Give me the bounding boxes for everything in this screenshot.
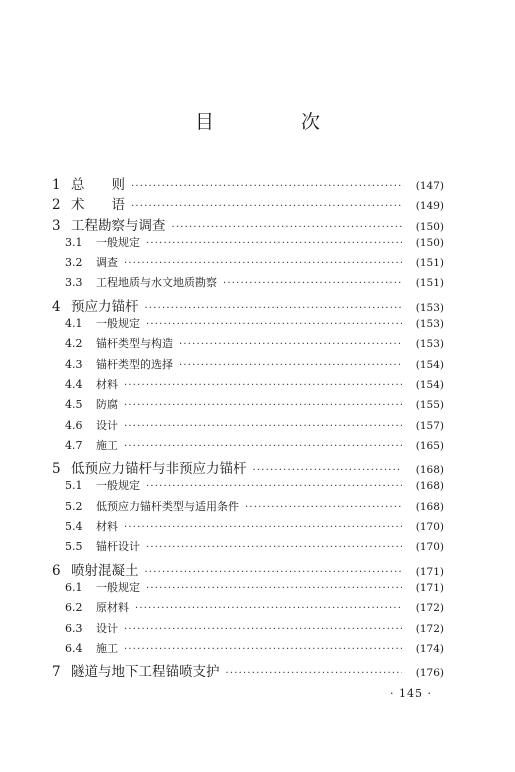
toc-entry-title: 锚杆设计 (96, 540, 140, 554)
toc-section-entry[interactable] (52, 315, 444, 335)
toc-entry-title: 喷射混凝土 (71, 562, 139, 579)
toc-entry-number: 3.1 (65, 235, 83, 249)
toc-entry-number: 1 (52, 177, 61, 193)
toc-entry-number: 3.3 (65, 276, 83, 290)
toc-entry-title: 低预应力锚杆类型与适用条件 (96, 499, 239, 513)
table-of-contents (52, 173, 444, 680)
toc-entry-number: 4.7 (65, 438, 83, 452)
toc-entry-title: 设计 (96, 621, 118, 635)
toc-section-entry[interactable] (52, 376, 444, 396)
toc-entry-number: 5.4 (65, 520, 83, 534)
toc-entry-title: 工程地质与水文地质勘察 (96, 276, 217, 290)
toc-entry-number: 6.4 (65, 641, 83, 655)
toc-entry-page: (151) (415, 277, 444, 290)
toc-entry-title: 一般规定 (96, 317, 140, 331)
toc-section-entry[interactable] (52, 234, 444, 254)
toc-entry-page: (174) (415, 642, 444, 655)
toc-entry-title: 低预应力锚杆与非预应力锚杆 (71, 461, 247, 478)
page-title: 目 次 (194, 111, 354, 133)
toc-entry-number: 4 (52, 298, 61, 315)
toc-leader-dots (124, 421, 402, 432)
toc-leader-dots (124, 441, 402, 452)
toc-section-entry[interactable] (52, 396, 444, 416)
toc-leader-dots (223, 278, 402, 289)
toc-entry-page: (171) (415, 581, 444, 594)
toc-entry-page: (153) (415, 338, 444, 351)
toc-section-entry[interactable] (52, 640, 444, 660)
toc-entry-number: 4.1 (65, 317, 83, 331)
toc-section-entry[interactable] (52, 620, 444, 640)
toc-section-entry[interactable] (52, 518, 444, 538)
toc-entry-number: 5.1 (65, 479, 83, 493)
toc-entry-number: 6.1 (65, 580, 83, 594)
toc-leader-dots (146, 583, 402, 594)
toc-entry-title: 原材料 (96, 601, 129, 615)
toc-chapter-entry[interactable] (52, 457, 444, 477)
toc-entry-number: 4.2 (65, 337, 83, 351)
toc-section-entry[interactable] (52, 579, 444, 599)
toc-leader-dots (146, 238, 402, 249)
toc-chapter-entry[interactable] (52, 214, 444, 234)
toc-leader-dots (124, 644, 402, 655)
toc-entry-page: (149) (415, 200, 444, 213)
toc-entry-number: 3.2 (65, 256, 83, 270)
toc-entry-title: 隧道与地下工程锚喷支护 (71, 664, 220, 681)
toc-entry-number: 4.5 (65, 398, 83, 412)
toc-leader-dots (245, 502, 402, 513)
toc-section-entry[interactable] (52, 437, 444, 457)
toc-leader-dots (124, 380, 402, 391)
toc-entry-title: 锚杆类型的选择 (96, 357, 173, 371)
toc-entry-title: 施工 (96, 641, 118, 655)
toc-entry-number: 5 (52, 461, 61, 478)
toc-leader-dots (145, 567, 403, 578)
toc-entry-number: 2 (52, 197, 61, 214)
toc-section-entry[interactable] (52, 417, 444, 437)
toc-entry-title: 工程勘察与调查 (71, 217, 166, 234)
toc-entry-title: 预应力锚杆 (71, 298, 139, 315)
toc-entry-title: 术 语 (71, 197, 125, 214)
toc-entry-page: (168) (415, 464, 444, 477)
toc-leader-dots (179, 339, 402, 350)
toc-entry-page: (154) (415, 358, 444, 371)
toc-leader-dots (179, 360, 402, 371)
toc-entry-title: 施工 (96, 438, 118, 452)
toc-entry-title: 防腐 (96, 398, 118, 412)
toc-entry-number: 6.2 (65, 601, 83, 615)
toc-chapter-entry[interactable] (52, 173, 444, 193)
toc-entry-page: (172) (415, 622, 444, 635)
toc-entry-number: 3 (52, 217, 61, 234)
toc-entry-page: (176) (415, 667, 444, 680)
toc-leader-dots (146, 319, 402, 330)
toc-entry-number: 4.6 (65, 418, 83, 432)
toc-section-entry[interactable] (52, 538, 444, 558)
toc-chapter-entry[interactable] (52, 660, 444, 680)
toc-section-entry[interactable] (52, 335, 444, 355)
toc-leader-dots (146, 481, 402, 492)
toc-section-entry[interactable] (52, 274, 444, 294)
toc-leader-dots (172, 222, 403, 233)
toc-leader-dots (253, 465, 403, 476)
toc-leader-dots (124, 400, 402, 411)
toc-leader-dots (131, 201, 402, 212)
toc-entry-number: 5.2 (65, 499, 83, 513)
toc-chapter-entry[interactable] (52, 295, 444, 315)
toc-entry-number: 7 (52, 664, 61, 681)
toc-entry-page: (170) (415, 521, 444, 534)
toc-entry-page: (147) (415, 180, 444, 192)
toc-leader-dots (146, 542, 402, 553)
toc-entry-number: 6 (52, 562, 61, 579)
toc-section-entry[interactable] (52, 599, 444, 619)
toc-entry-title: 一般规定 (96, 580, 140, 594)
toc-entry-page: (154) (415, 378, 444, 391)
toc-entry-title: 设计 (96, 418, 118, 432)
toc-entry-page: (170) (415, 541, 444, 554)
toc-entry-title: 材料 (96, 377, 118, 391)
toc-entry-page: (157) (415, 419, 444, 432)
toc-entry-page: (168) (415, 480, 444, 493)
toc-section-entry[interactable] (52, 356, 444, 376)
toc-entry-page: (155) (415, 399, 444, 412)
toc-entry-title: 调查 (96, 256, 118, 270)
toc-entry-page: (153) (415, 318, 444, 331)
toc-leader-dots (124, 624, 402, 635)
toc-entry-title: 锚杆类型与构造 (96, 337, 173, 351)
toc-entry-title: 材料 (96, 520, 118, 534)
toc-chapter-entry[interactable] (52, 193, 444, 213)
toc-entry-page: (151) (415, 257, 444, 270)
toc-entry-page: (150) (415, 220, 444, 233)
toc-entry-page: (165) (415, 439, 444, 452)
toc-entry-page: (150) (415, 236, 444, 249)
toc-entry-page: (171) (415, 565, 444, 578)
toc-leader-dots (135, 603, 402, 614)
toc-entry-number: 5.5 (65, 540, 83, 554)
toc-leader-dots (145, 303, 403, 314)
toc-section-entry[interactable] (52, 477, 444, 497)
toc-entry-number: 4.3 (65, 357, 83, 371)
toc-chapter-entry[interactable] (52, 559, 444, 579)
toc-entry-number: 4.4 (65, 377, 83, 391)
toc-entry-title: 总 则 (71, 177, 125, 193)
page-number: · 145 · (390, 687, 432, 700)
toc-section-entry[interactable] (52, 498, 444, 518)
toc-entry-page: (168) (415, 500, 444, 513)
toc-entry-number: 6.3 (65, 621, 83, 635)
toc-leader-dots (226, 668, 403, 679)
toc-entry-page: (153) (415, 301, 444, 314)
toc-entry-page: (172) (415, 602, 444, 615)
toc-entry-title: 一般规定 (96, 479, 140, 493)
toc-leader-dots (131, 181, 402, 192)
toc-entry-title: 一般规定 (96, 235, 140, 249)
toc-section-entry[interactable] (52, 254, 444, 274)
toc-leader-dots (124, 258, 402, 269)
toc-leader-dots (124, 522, 402, 533)
